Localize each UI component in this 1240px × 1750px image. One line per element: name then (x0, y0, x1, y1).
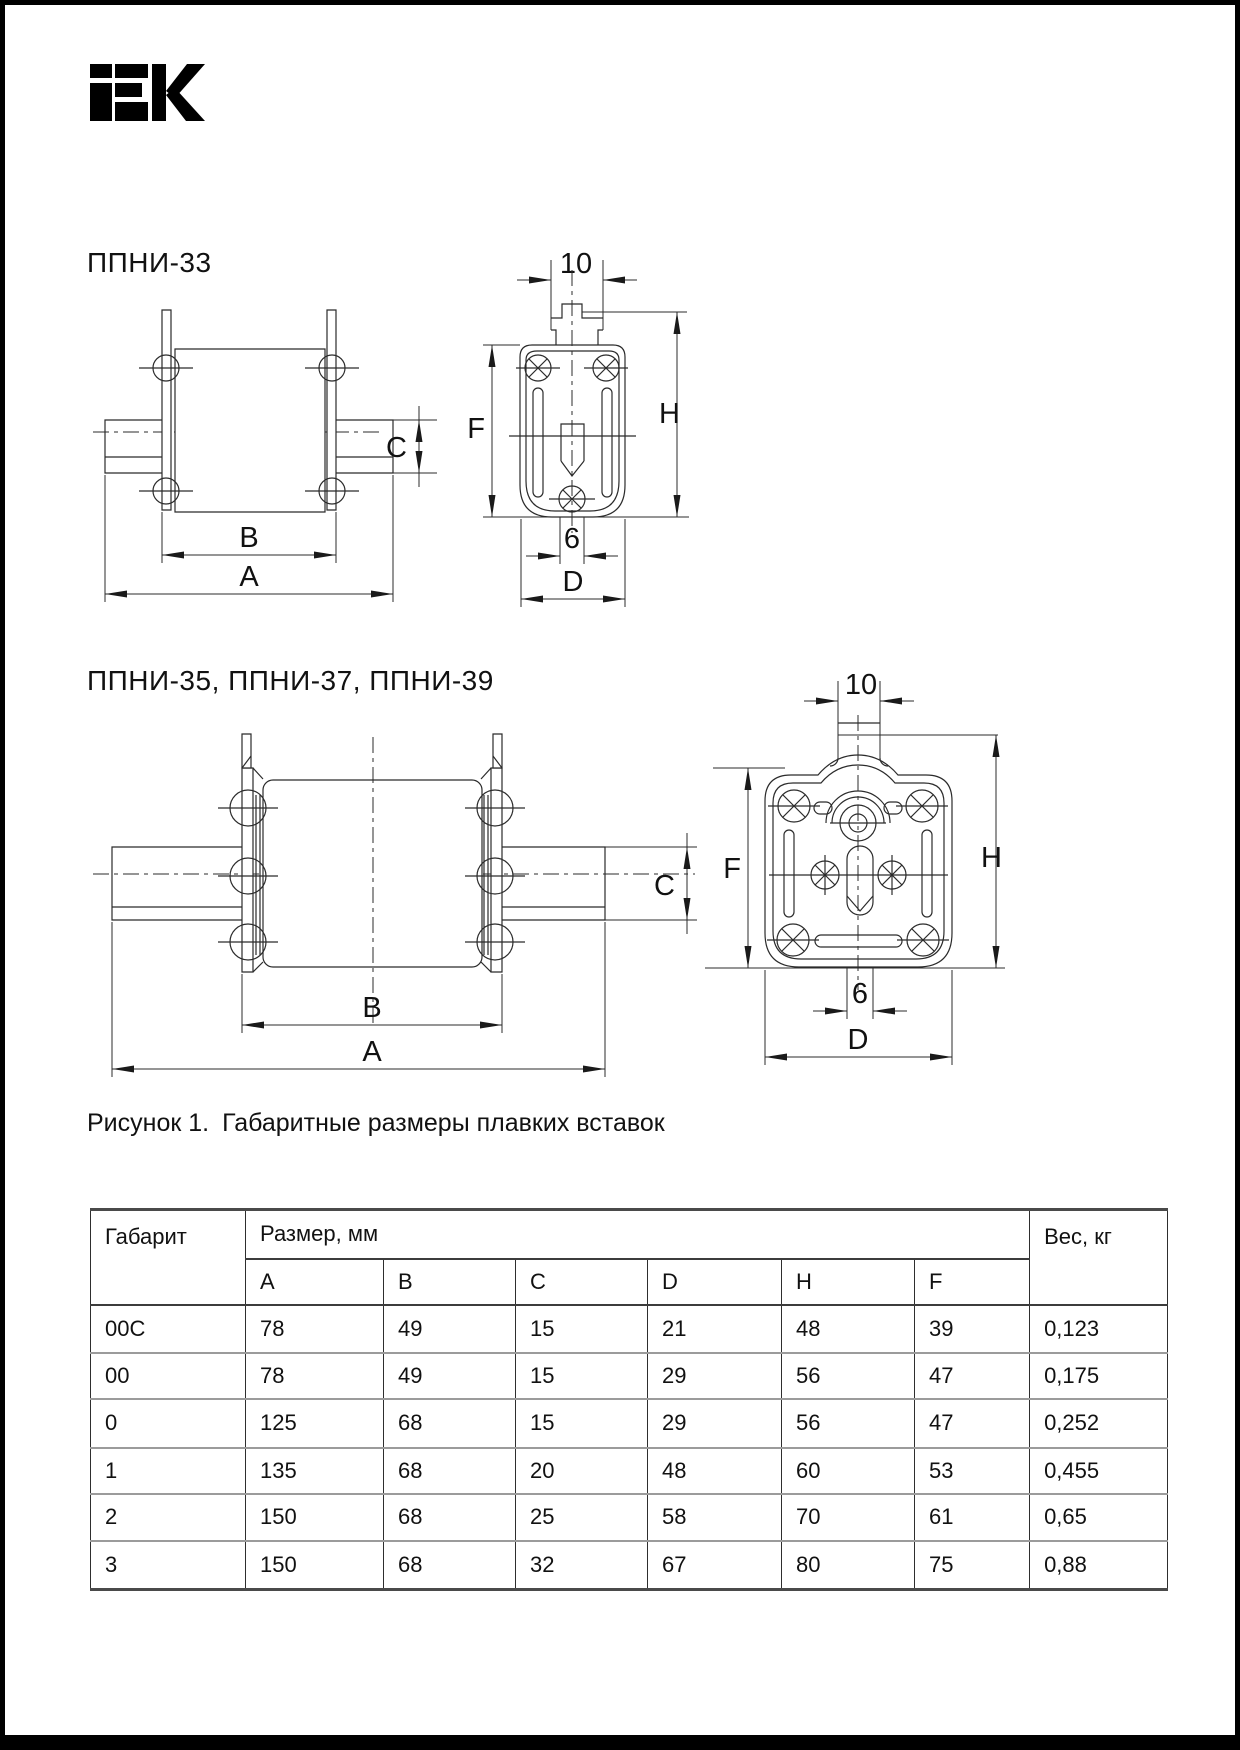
cell-gabarit: 3 (91, 1541, 246, 1590)
figure-caption (87, 1109, 665, 1138)
cell-f: 39 (915, 1305, 1030, 1353)
cell-a: 78 (246, 1305, 384, 1353)
dim-f-label: F (467, 413, 485, 445)
blade-right (481, 734, 502, 972)
header-weight: Вес, кг (1030, 1210, 1168, 1305)
dim-c-label: C (386, 432, 407, 464)
logo-i-dot (90, 64, 112, 78)
cell-a: 125 (246, 1399, 384, 1448)
cell-b: 49 (384, 1305, 516, 1353)
fig1-front-view (467, 248, 689, 607)
cell-weight: 0,455 (1030, 1448, 1168, 1494)
cell-weight: 0,65 (1030, 1494, 1168, 1541)
cell-weight: 0,123 (1030, 1305, 1168, 1353)
dim-f-label: F (723, 853, 741, 885)
dim-6 (526, 517, 618, 564)
table-header-row-1 (91, 1210, 1168, 1259)
cell-b: 49 (384, 1353, 516, 1399)
cell-f: 75 (915, 1541, 1030, 1590)
cell-h: 80 (782, 1541, 915, 1590)
dim-a-label: A (239, 561, 259, 593)
table-header-row-2 (91, 1259, 1168, 1305)
cell-d: 58 (648, 1494, 782, 1541)
fuse-body (175, 349, 325, 512)
cell-c: 15 (516, 1399, 648, 1448)
dim-b (162, 512, 336, 563)
cell-c: 15 (516, 1305, 648, 1353)
busbar-right (336, 420, 393, 473)
dim-10-label: 10 (559, 248, 593, 280)
dim-d-label: D (847, 1024, 869, 1056)
col-h: H (782, 1259, 915, 1305)
dim-10 (804, 669, 914, 701)
cell-a: 135 (246, 1448, 384, 1494)
cell-d: 67 (648, 1541, 782, 1590)
dim-10-label: 10 (844, 669, 878, 701)
table-row (91, 1353, 1168, 1399)
cell-f: 47 (915, 1353, 1030, 1399)
cell-b: 68 (384, 1399, 516, 1448)
col-f: F (915, 1259, 1030, 1305)
busbar-left (112, 847, 242, 920)
table-row (91, 1494, 1168, 1541)
dim-10 (517, 248, 637, 280)
blade-right (327, 310, 336, 510)
cell-h: 48 (782, 1305, 915, 1353)
col-d: D (648, 1259, 782, 1305)
dim-b-label: B (362, 992, 382, 1024)
blade-top-profile (551, 304, 603, 318)
cell-c: 25 (516, 1494, 648, 1541)
cell-d: 48 (648, 1448, 782, 1494)
fig2-side-view (93, 734, 697, 1077)
cell-h: 70 (782, 1494, 915, 1541)
table-row (91, 1305, 1168, 1353)
logo-k-stem (152, 64, 166, 121)
iek-logo (89, 61, 205, 123)
dim-h (981, 735, 1002, 968)
dim-d-label: D (562, 566, 584, 598)
col-c: C (516, 1259, 648, 1305)
cell-d: 29 (648, 1353, 782, 1399)
cell-h: 56 (782, 1399, 915, 1448)
cell-b: 68 (384, 1541, 516, 1590)
cell-a: 150 (246, 1541, 384, 1590)
dim-h (659, 312, 680, 517)
fig1-side-view (93, 310, 437, 602)
busbar-right (502, 847, 605, 920)
blade-left (242, 734, 263, 972)
cell-h: 60 (782, 1448, 915, 1494)
cell-f: 61 (915, 1494, 1030, 1541)
dim-c-label: C (654, 870, 675, 902)
header-gabarit: Габарит (91, 1210, 246, 1305)
dim-6-label: 6 (851, 978, 869, 1010)
cell-gabarit: 00C (91, 1305, 246, 1353)
logo-e-mid (115, 83, 142, 97)
cell-h: 56 (782, 1353, 915, 1399)
cell-b: 68 (384, 1494, 516, 1541)
caption-number: Рисунок 1. (87, 1109, 210, 1137)
cell-weight: 0,88 (1030, 1541, 1168, 1590)
fig2-front-view (705, 669, 1005, 1065)
dim-c (386, 406, 437, 487)
figure1-drawing (85, 230, 705, 615)
dim-6 (813, 968, 907, 1019)
figure2-title: ППНИ-35, ППНИ-37, ППНИ-39 (87, 665, 494, 696)
dim-6-label: 6 (563, 523, 581, 555)
header-size: Размер, мм (246, 1210, 1030, 1259)
cell-gabarit: 0 (91, 1399, 246, 1448)
table-row (91, 1448, 1168, 1494)
blade-left (162, 310, 171, 510)
col-a: A (246, 1259, 384, 1305)
dim-b-label: B (239, 522, 259, 554)
cell-b: 68 (384, 1448, 516, 1494)
table-row (91, 1541, 1168, 1590)
cell-d: 29 (648, 1399, 782, 1448)
cell-f: 53 (915, 1448, 1030, 1494)
cell-a: 78 (246, 1353, 384, 1399)
dim-c (605, 833, 697, 934)
cell-c: 32 (516, 1541, 648, 1590)
cell-f: 47 (915, 1399, 1030, 1448)
dim-a-label: A (362, 1036, 382, 1068)
dim-h-label: H (659, 398, 680, 430)
logo-e-bottom (115, 102, 148, 121)
cell-gabarit: 2 (91, 1494, 246, 1541)
dim-h-label: H (981, 842, 1002, 874)
cell-weight: 0,175 (1030, 1353, 1168, 1399)
figure2-drawing (85, 645, 1015, 1080)
cell-d: 21 (648, 1305, 782, 1353)
busbar-left (105, 420, 162, 473)
cell-c: 15 (516, 1353, 648, 1399)
dimensions-table (90, 1208, 1168, 1591)
logo-e-top (115, 64, 148, 78)
cell-gabarit: 00 (91, 1353, 246, 1399)
cell-weight: 0,252 (1030, 1399, 1168, 1448)
figure1-title: ППНИ-33 (87, 247, 212, 278)
dim-f (467, 345, 520, 517)
logo-k-lower-arm (166, 88, 205, 121)
cell-a: 150 (246, 1494, 384, 1541)
caption-text: Габаритные размеры плавких вставок (222, 1109, 665, 1137)
dim-b (242, 974, 502, 1033)
logo-i-stem (90, 83, 112, 121)
cell-gabarit: 1 (91, 1448, 246, 1494)
col-b: B (384, 1259, 516, 1305)
table-row (91, 1399, 1168, 1448)
cell-c: 20 (516, 1448, 648, 1494)
